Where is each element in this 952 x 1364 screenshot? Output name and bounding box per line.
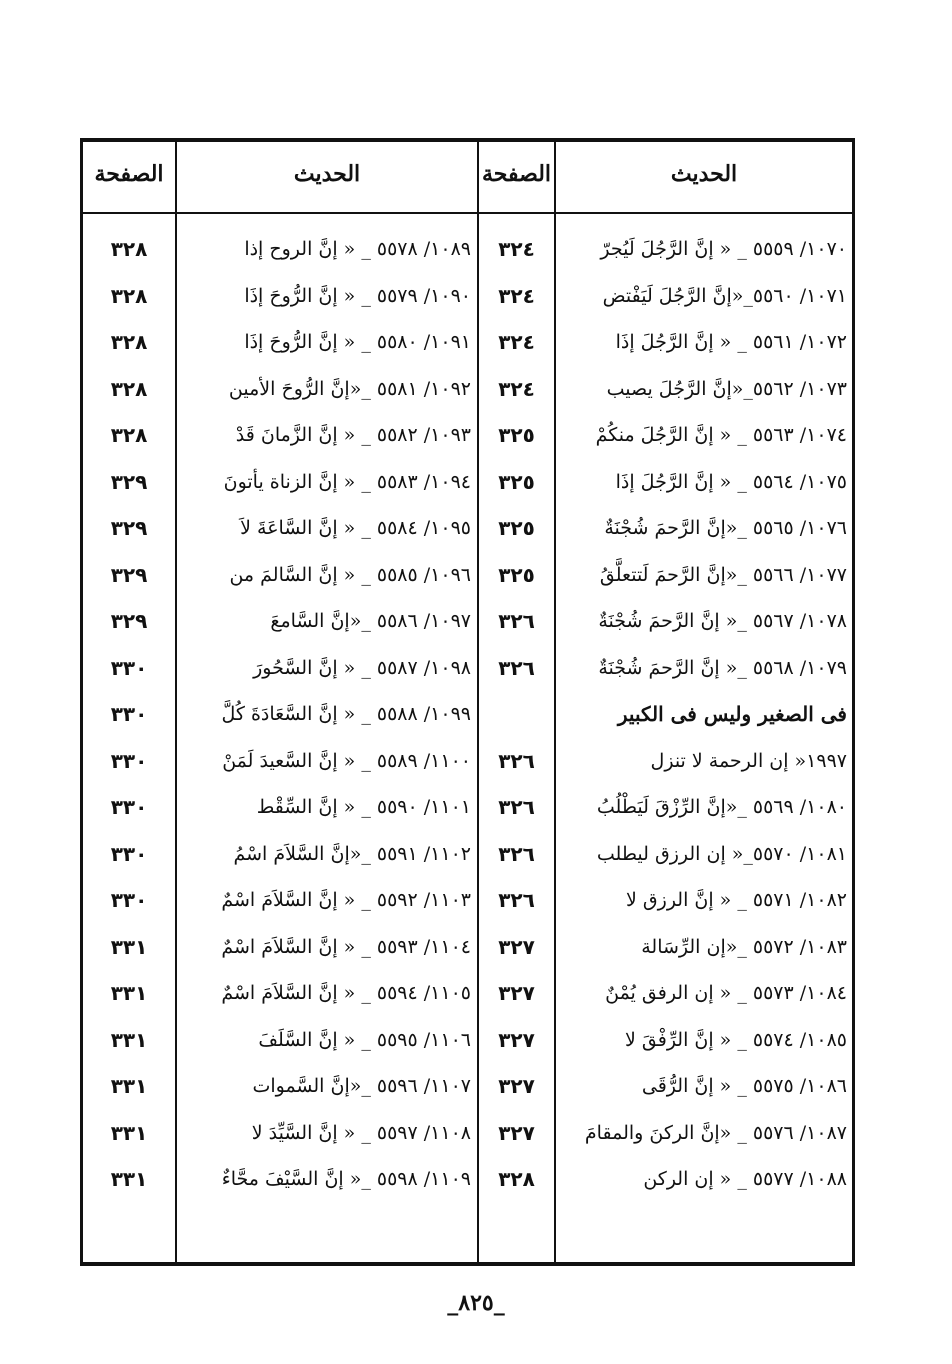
right-hadith-entry: ١٠٧٧/ ٥٥٦٦ _«إنَّ الرَّحمَ لَتتعلَّقُ <box>599 563 847 586</box>
left-hadith-entry: ١١٠٦/ ٥٥٩٥ _ « إنَّ السَّلَفَ <box>258 1028 471 1051</box>
right-page-number: ٣٢٧ <box>498 981 535 1005</box>
left-hadith-entry: ١١٠٩/ ٥٥٩٨ _« إنَّ السَّيْفَ محَّاءٌ <box>221 1168 471 1190</box>
left-page-number: ٣٢٩ <box>110 516 148 540</box>
right-hadith-entry: ١٠٨٠/ ٥٥٦٩ _«إنَّ الرِّزْقَ لَيَطْلُبُ <box>596 796 847 818</box>
left-page-number: ٣٣١ <box>110 1167 148 1191</box>
table-row <box>83 226 852 272</box>
right-hadith-entry: ١٠٨٥/ ٥٥٧٤ _ « إنَّ الرِّفْقَ لا <box>625 1028 847 1051</box>
table-row <box>83 505 852 551</box>
left-page-number: ٣٣٠ <box>110 655 148 680</box>
right-hadith-entry: ١٠٨٦/ ٥٥٧٥ _ « إنَّ الرُّقَى <box>641 1075 847 1097</box>
right-hadith-entry: ١٠٧٣/ ٥٥٦٢_«إنَّ الرَّجُلَ يصيب <box>606 377 847 400</box>
left-hadith-entry: ١٠٩١/ ٥٥٨٠ _ « إنَّ الرُّوحَ إذَا <box>244 331 471 353</box>
left-page-number: ٣٢٩ <box>110 562 148 587</box>
table-row <box>83 273 852 319</box>
left-hadith-entry: ١١٠٢/ ٥٥٩١ _«إنَّ السَّلاَمَ اسْمُ <box>233 842 471 865</box>
left-page-number: ٣٣١ <box>110 934 148 959</box>
left-hadith-entry: ١١٠٥/ ٥٥٩٤ _ « إنَّ السَّلاَمَ اسْمٌ <box>221 982 471 1004</box>
left-hadith-entry: ١١٠٠/ ٥٥٨٩ _ « إنَّ السَّعيدَ لَمَنْ <box>222 749 471 772</box>
left-hadith-entry: ١٠٩٣/ ٥٥٨٢ _ « إنَّ الزَّمانَ قَدْ <box>235 424 471 446</box>
index-table <box>80 138 855 1266</box>
left-hadith-entry: ١٠٩٥/ ٥٥٨٤ _ « إنَّ السَّاعَةَ لاَ <box>240 517 471 539</box>
left-page-number: ٣٢٨ <box>110 237 148 261</box>
left-page-number: ٣٣٠ <box>110 888 148 912</box>
left-hadith-entry: ١٠٩٧/ ٥٥٨٦ _«إنَّ السَّامعَ <box>270 610 471 632</box>
table-row <box>83 784 852 830</box>
right-page-number: ٣٢٦ <box>498 655 535 680</box>
right-page-number: ٣٢٦ <box>498 609 535 633</box>
right-page-number: ٣٢٤ <box>498 330 535 354</box>
table-row <box>83 691 852 737</box>
right-hadith-entry: ١٠٧٩/ ٥٥٦٨ _« إنَّ الرَّحمَ شُجْنَةٌ <box>598 656 847 679</box>
page-number: _٨٢٥_ <box>447 1290 505 1316</box>
right-hadith-entry: ١٠٧١/ ٥٥٦٠_«إنَّ الرَّجُلَ لَيَفْتض <box>602 284 847 307</box>
left-hadith-entry: ١٠٩٦/ ٥٥٨٥ _ « إنَّ السَّالمَ من <box>229 563 471 586</box>
right-hadith-entry: ١٠٨٤/ ٥٥٧٣ _ « إن الرفق يُمْنٌ <box>605 982 847 1004</box>
left-hadith-entry: ١٠٩٩/ ٥٥٨٨ _ « إنَّ السَّعَادَةَ كُلَّ <box>221 703 471 725</box>
left-page-number: ٣٣٠ <box>110 795 148 819</box>
left-page-number: ٣٢٩ <box>110 469 148 494</box>
right-page-number: ٣٢٧ <box>498 1120 535 1145</box>
table-row <box>83 970 852 1016</box>
left-page-number: ٣٢٩ <box>110 609 148 633</box>
left-page-number: ٣٢٨ <box>110 376 148 401</box>
table-row <box>83 1017 852 1063</box>
right-hadith-entry: ١٠٧٢/ ٥٥٦١ _ « إنَّ الرَّجُلَ إذَا <box>615 331 847 353</box>
section-heading: فى الصغير وليس فى الكبير <box>617 702 847 726</box>
header-divider <box>83 212 852 214</box>
left-hadith-entry: ١١٠٧/ ٥٥٩٦ _«إنَّ السَّموات <box>252 1075 471 1097</box>
left-page-header: الصفحة <box>94 161 164 187</box>
table-row <box>83 366 852 412</box>
right-page-number: ٣٢٧ <box>498 1027 535 1052</box>
right-hadith-entry: ١٠٨١/ ٥٥٧٠_« إن الرزق ليطلب <box>596 842 847 865</box>
table-row <box>83 877 852 923</box>
table-row <box>83 552 852 598</box>
left-hadith-entry: ١٠٩٤/ ٥٥٨٣ _ « إنَّ الزناة يأتونَ <box>223 470 471 493</box>
left-page-number: ٣٣١ <box>110 1074 148 1098</box>
right-page-number: ٣٢٦ <box>498 795 535 819</box>
right-page-number: ٣٢٥ <box>498 469 535 494</box>
left-hadith-entry: ١٠٩٢/ ٥٥٨١ _«إنَّ الرُّوحَ الأمين <box>228 377 471 400</box>
left-hadith-entry: ١٠٩٠/ ٥٥٧٩ _ « إنَّ الرُّوحَ إذَا <box>244 284 471 307</box>
table-row <box>83 645 852 691</box>
right-hadith-entry: ١٠٧٥/ ٥٥٦٤ _ « إنَّ الرَّجُلَ إذَا <box>615 470 847 493</box>
table-row <box>83 1110 852 1156</box>
right-hadith-entry: ١٩٩٧« إن الرحمة لا تنزل <box>650 749 847 772</box>
right-page-number: ٣٢٦ <box>498 748 535 773</box>
table-row <box>83 831 852 877</box>
right-page-number: ٣٢٨ <box>498 1167 535 1191</box>
right-page-number: ٣٢٥ <box>498 516 535 540</box>
left-page-number: ٣٣٠ <box>110 748 148 773</box>
left-hadith-entry: ١١٠٤/ ٥٥٩٣ _ « إنَّ السَّلاَمَ اسْمٌ <box>221 935 471 958</box>
left-page-number: ٣٣١ <box>110 1027 148 1052</box>
right-page-number: ٣٢٦ <box>498 888 535 912</box>
right-hadith-entry: ١٠٧٤/ ٥٥٦٣ _ « إنَّ الرَّجُلَ منكُمْ <box>595 424 847 446</box>
left-page-number: ٣٣١ <box>110 981 148 1005</box>
right-hadith-entry: ١٠٨٧/ ٥٥٧٦ _ «إنَّ الركنَ والمقامَ <box>584 1121 847 1144</box>
right-hadith-entry: ١٠٨٢/ ٥٥٧١ _ « إنَّ الرزق لا <box>626 889 847 911</box>
right-page-number: ٣٢٤ <box>498 376 535 401</box>
right-page-number: ٣٢٤ <box>498 237 535 261</box>
left-page-number: ٣٣٠ <box>110 702 148 726</box>
left-page-number: ٣٣٠ <box>110 841 148 866</box>
table-row <box>83 459 852 505</box>
left-hadith-entry: ١٠٩٨/ ٥٥٨٧ _ « إنَّ السَّحُورَ <box>253 656 471 679</box>
table-row <box>83 924 852 970</box>
left-hadith-entry: ١٠٨٩/ ٥٥٧٨ _ « إنَّ الروح إذا <box>244 238 471 260</box>
right-page-header: الصفحة <box>481 161 552 187</box>
table-row <box>83 738 852 784</box>
left-hadith-entry: ١١٠٨/ ٥٥٩٧ _ « إنَّ السَّيِّدَ لا <box>251 1121 471 1144</box>
right-hadith-entry: ١٠٧٦/ ٥٥٦٥ _«إنَّ الرَّحمَ شُجْنَةٌ <box>604 517 847 539</box>
right-page-number: ٣٢٧ <box>498 1074 535 1098</box>
table-row <box>83 319 852 365</box>
left-hadith-entry: ١١٠١/ ٥٥٩٠ _ « إنَّ السِّقْط <box>256 796 471 818</box>
table-row <box>83 1156 852 1202</box>
left-page-number: ٣٢٨ <box>110 283 148 308</box>
right-hadith-entry: ١٠٨٨/ ٥٥٧٧ _ « إن الركن <box>643 1168 847 1190</box>
right-hadith-entry: ١٠٧٨/ ٥٥٦٧ _« إنَّ الرَّحمَ شُجْنَةٌ <box>598 610 847 632</box>
right-hadith-entry: ١٠٧٠/ ٥٥٥٩ _ « إنَّ الرَّجُلَ لَيُجرّ <box>600 238 847 260</box>
right-hadith-entry: ١٠٨٣/ ٥٥٧٢ _«إن الرِّسَالة <box>641 935 847 958</box>
left-page-number: ٣٢٨ <box>110 330 148 354</box>
right-page-number: ٣٢٧ <box>498 934 535 959</box>
left-hadith-header: الحديث <box>293 161 361 187</box>
right-hadith-header: الحديث <box>670 161 738 187</box>
right-page-number: ٣٢٥ <box>498 423 535 447</box>
table-row <box>83 1063 852 1109</box>
right-page-number: ٣٢٦ <box>498 841 535 866</box>
right-page-number: ٣٢٤ <box>498 283 535 308</box>
left-page-number: ٣٢٨ <box>110 423 148 447</box>
table-row <box>83 598 852 644</box>
table-row <box>83 412 852 458</box>
left-page-number: ٣٣١ <box>110 1120 148 1145</box>
left-hadith-entry: ١١٠٣/ ٥٥٩٢ _ « إنَّ السَّلاَمَ اسْمٌ <box>221 889 471 911</box>
right-page-number: ٣٢٥ <box>498 562 535 587</box>
